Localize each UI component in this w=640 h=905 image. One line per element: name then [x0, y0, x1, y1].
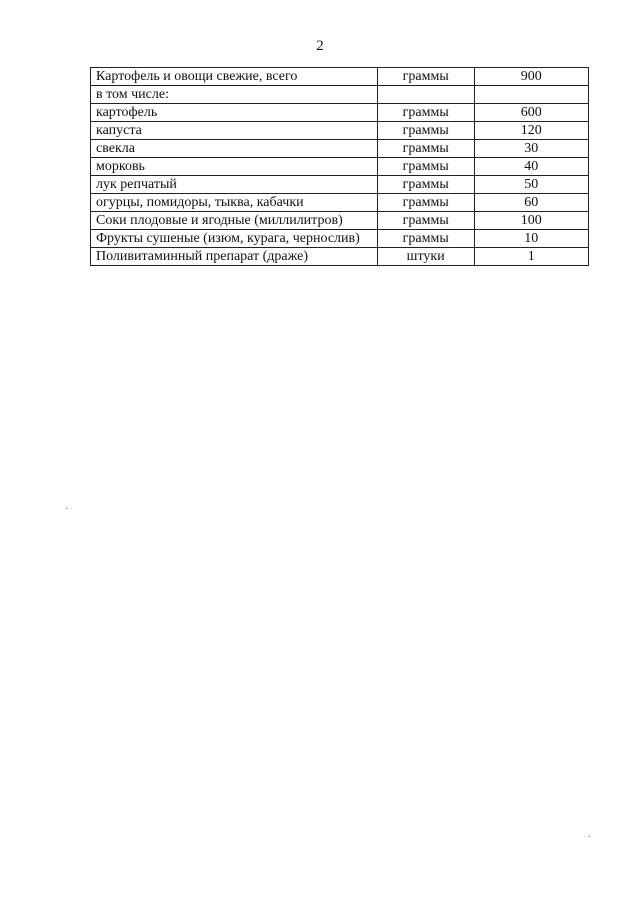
item-name: морковь	[91, 158, 378, 176]
scan-speck	[66, 508, 67, 509]
item-quantity: 50	[474, 176, 588, 194]
item-quantity: 40	[474, 158, 588, 176]
table-row	[91, 230, 589, 248]
item-name: капуста	[91, 122, 378, 140]
item-unit: граммы	[377, 212, 474, 230]
item-name: лук репчатый	[91, 176, 378, 194]
item-unit: штуки	[377, 248, 474, 266]
item-quantity: 100	[474, 212, 588, 230]
item-quantity: 600	[474, 104, 588, 122]
item-unit: граммы	[377, 194, 474, 212]
table-row	[91, 104, 589, 122]
table-row	[91, 140, 589, 158]
item-name: в том числе:	[91, 86, 378, 104]
item-name: Соки плодовые и ягодные (миллилитров)	[91, 212, 378, 230]
item-unit	[377, 86, 474, 104]
table-row	[91, 86, 589, 104]
item-name: Картофель и овощи свежие, всего	[91, 68, 378, 86]
item-quantity: 60	[474, 194, 588, 212]
item-quantity: 120	[474, 122, 588, 140]
item-unit: граммы	[377, 122, 474, 140]
table-row	[91, 176, 589, 194]
item-name: Поливитаминный препарат (драже)	[91, 248, 378, 266]
item-unit: граммы	[377, 140, 474, 158]
page-number: 2	[316, 38, 324, 54]
table-row	[91, 212, 589, 230]
item-quantity	[474, 86, 588, 104]
item-name: свекла	[91, 140, 378, 158]
table-row	[91, 194, 589, 212]
item-quantity: 30	[474, 140, 588, 158]
item-unit: граммы	[377, 230, 474, 248]
item-unit: граммы	[377, 68, 474, 86]
item-name: огурцы, помидоры, тыква, кабачки	[91, 194, 378, 212]
item-unit: граммы	[377, 176, 474, 194]
item-unit: граммы	[377, 104, 474, 122]
item-quantity: 10	[474, 230, 588, 248]
table-row	[91, 158, 589, 176]
item-name: Фрукты сушеные (изюм, курага, чернослив)	[91, 230, 378, 248]
item-unit: граммы	[377, 158, 474, 176]
table-row	[91, 68, 589, 86]
table-row	[91, 122, 589, 140]
scan-speck	[589, 836, 590, 837]
table-row	[91, 248, 589, 266]
item-name: картофель	[91, 104, 378, 122]
items-table	[90, 67, 589, 266]
item-quantity: 900	[474, 68, 588, 86]
item-quantity: 1	[474, 248, 588, 266]
